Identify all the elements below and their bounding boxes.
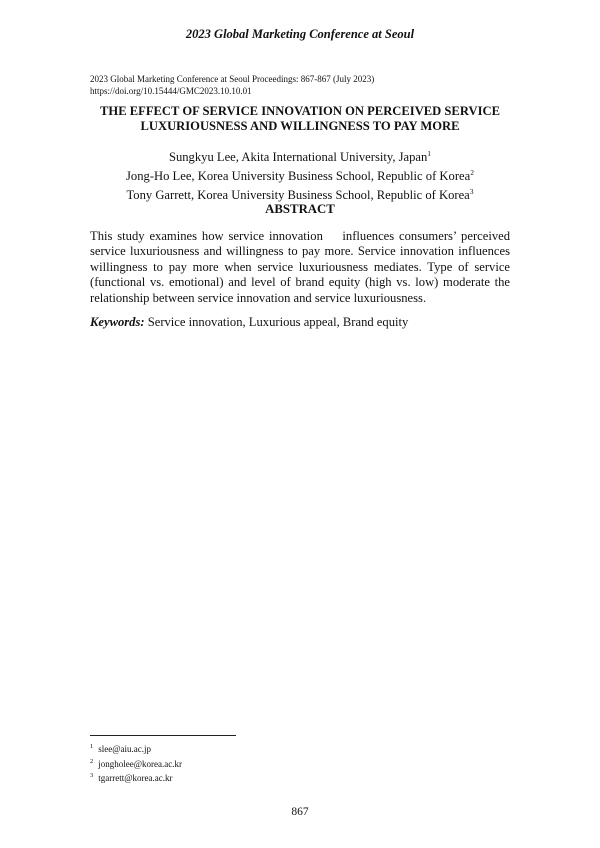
footnote-mark: 2 <box>90 757 94 765</box>
footnote-mark: 3 <box>90 772 94 779</box>
page-number: 867 <box>291 806 309 818</box>
author-list <box>60 146 540 204</box>
footnote-email[interactable]: slee@aiu.ac.jp <box>98 744 152 754</box>
author-line <box>60 184 540 203</box>
footnote-email[interactable]: tgarrett@korea.ac.kr <box>98 773 173 783</box>
proceedings-info <box>90 74 374 97</box>
author-line <box>60 165 540 184</box>
proceedings-citation: 2023 Global Marketing Conference at Seoul Proceedings: 867-867 (July 2023) <box>90 74 375 84</box>
footnote-email[interactable]: jongholee@korea.ac.kr <box>98 758 183 769</box>
keywords <box>90 315 510 330</box>
title-line-1: THE EFFECT OF SERVICE INNOVATION ON PERCEIVED SERVICE <box>100 104 500 118</box>
running-head: 2023 Global Marketing Conference at Seoul <box>185 27 415 41</box>
title-line-2: LUXURIOUSNESS AND WILLINGNESS TO PAY MORE <box>140 119 460 133</box>
footnote <box>90 741 182 756</box>
author-line <box>60 146 540 165</box>
author-name: Tony Garrett, Korea University Business School, Republic of Korea <box>126 188 470 203</box>
abstract-heading: ABSTRACT <box>265 202 335 216</box>
footnote-divider <box>90 735 236 736</box>
footnote <box>90 756 182 771</box>
footnote <box>90 770 182 785</box>
doi-link[interactable]: https://doi.org/10.15444/GMC2023.10.10.01 <box>90 85 252 96</box>
author-footnote-mark: 3 <box>469 187 474 197</box>
paper-title <box>60 104 540 134</box>
keywords-label: Keywords: <box>90 315 145 329</box>
keywords-text: Service innovation, Luxurious appeal, Brand equity <box>144 315 409 329</box>
footnote-mark: 1 <box>90 743 94 750</box>
author-name: Jong-Ho Lee, Korea University Business School, Republic of Korea <box>126 169 471 184</box>
author-name: Sungkyu Lee, Akita International University, Japan <box>168 150 428 165</box>
footnotes <box>90 741 182 785</box>
author-footnote-mark: 1 <box>427 149 432 158</box>
abstract-body: This study examines how service innovation influences consumers’ perceived service luxuriousness and willingness to pay more. Service innovation influences willingness to pay more when service luxuriousness mediates. Type of service (functional vs. emotional) and level of brand equity (high vs. low) moderate the relationship between service innovation and service luxuriousness. <box>90 229 514 305</box>
author-footnote-mark: 2 <box>470 168 474 178</box>
